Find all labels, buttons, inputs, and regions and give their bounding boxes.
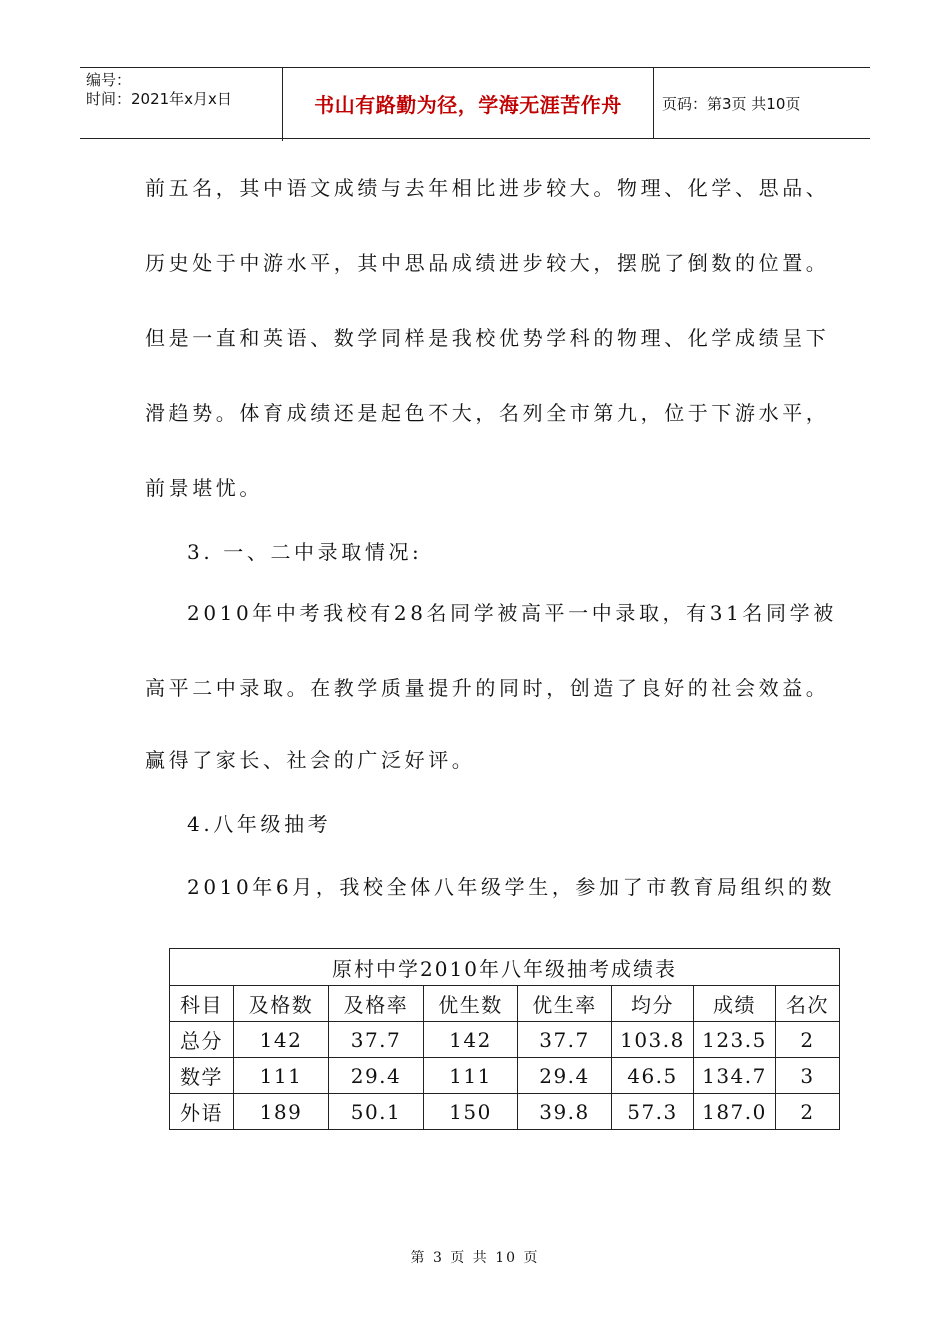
body-line: 2010年6月，我校全体八年级学生，参加了市教育局组织的数 bbox=[187, 875, 836, 899]
page-header bbox=[80, 67, 870, 139]
table-cell: 37.7 bbox=[518, 1022, 612, 1058]
table-cell: 数学 bbox=[170, 1058, 234, 1094]
table-cell: 150 bbox=[424, 1094, 518, 1130]
table-row bbox=[170, 1022, 840, 1058]
table-cell: 50.1 bbox=[329, 1094, 424, 1130]
table-cell: 123.5 bbox=[694, 1022, 776, 1058]
body-line: 前景堪忧。 bbox=[145, 476, 263, 500]
table-cell: 3 bbox=[776, 1058, 840, 1094]
body-line: 高平二中录取。在教学质量提升的同时，创造了良好的社会效益。 bbox=[145, 676, 830, 700]
table-header-cell: 均分 bbox=[612, 986, 694, 1022]
table-cell: 39.8 bbox=[518, 1094, 612, 1130]
table-cell: 187.0 bbox=[694, 1094, 776, 1130]
body-line: 滑趋势。体育成绩还是起色不大，名列全市第九，位于下游水平， bbox=[145, 401, 830, 425]
header-meta bbox=[80, 68, 283, 141]
section-heading: 3. 一、二中录取情况: bbox=[187, 540, 423, 564]
section-heading: 4.八年级抽考 bbox=[187, 812, 332, 836]
header-motto: 书山有路勤为径，学海无涯苦作舟 bbox=[283, 68, 654, 138]
table-cell: 2 bbox=[776, 1022, 840, 1058]
table-header-cell: 及格率 bbox=[329, 986, 424, 1022]
table-header-cell: 名次 bbox=[776, 986, 840, 1022]
table-cell: 134.7 bbox=[694, 1058, 776, 1094]
table-row bbox=[170, 1094, 840, 1130]
table-cell: 2 bbox=[776, 1094, 840, 1130]
table-cell: 29.4 bbox=[518, 1058, 612, 1094]
score-table bbox=[169, 948, 840, 1130]
table-header-cell: 优生数 bbox=[424, 986, 518, 1022]
table-header-cell: 成绩 bbox=[694, 986, 776, 1022]
header-page-label: 页码：第3页 共10页 bbox=[662, 94, 801, 113]
table-header-cell: 及格数 bbox=[234, 986, 329, 1022]
body-line: 赢得了家长、社会的广泛好评。 bbox=[145, 748, 476, 772]
table-cell: 189 bbox=[234, 1094, 329, 1130]
table-header-cell: 优生率 bbox=[518, 986, 612, 1022]
table-header-cell: 科目 bbox=[170, 986, 234, 1022]
table-caption: 原村中学2010年八年级抽考成绩表 bbox=[170, 949, 840, 986]
body-line: 历史处于中游水平，其中思品成绩进步较大，摆脱了倒数的位置。 bbox=[145, 251, 830, 275]
table-cell: 57.3 bbox=[612, 1094, 694, 1130]
table-cell: 111 bbox=[424, 1058, 518, 1094]
table-cell: 总分 bbox=[170, 1022, 234, 1058]
table-cell: 103.8 bbox=[612, 1022, 694, 1058]
table-cell: 142 bbox=[424, 1022, 518, 1058]
table-header-row bbox=[170, 986, 840, 1022]
table-cell: 111 bbox=[234, 1058, 329, 1094]
table-cell: 46.5 bbox=[612, 1058, 694, 1094]
table-row bbox=[170, 1058, 840, 1094]
table-cell: 29.4 bbox=[329, 1058, 424, 1094]
body-line: 前五名，其中语文成绩与去年相比进步较大。物理、化学、思品、 bbox=[145, 176, 830, 200]
table-cell: 外语 bbox=[170, 1094, 234, 1130]
doc-number-label: 编号： bbox=[86, 71, 132, 89]
body-line: 但是一直和英语、数学同样是我校优势学科的物理、化学成绩呈下 bbox=[145, 326, 830, 350]
table-cell: 37.7 bbox=[329, 1022, 424, 1058]
page-footer: 第 3 页 共 10 页 bbox=[410, 1250, 540, 1266]
table-cell: 142 bbox=[234, 1022, 329, 1058]
body-line: 2010年中考我校有28名同学被高平一中录取，有31名同学被 bbox=[187, 601, 837, 625]
doc-date-label: 时间：2021年x月x日 bbox=[86, 90, 232, 108]
